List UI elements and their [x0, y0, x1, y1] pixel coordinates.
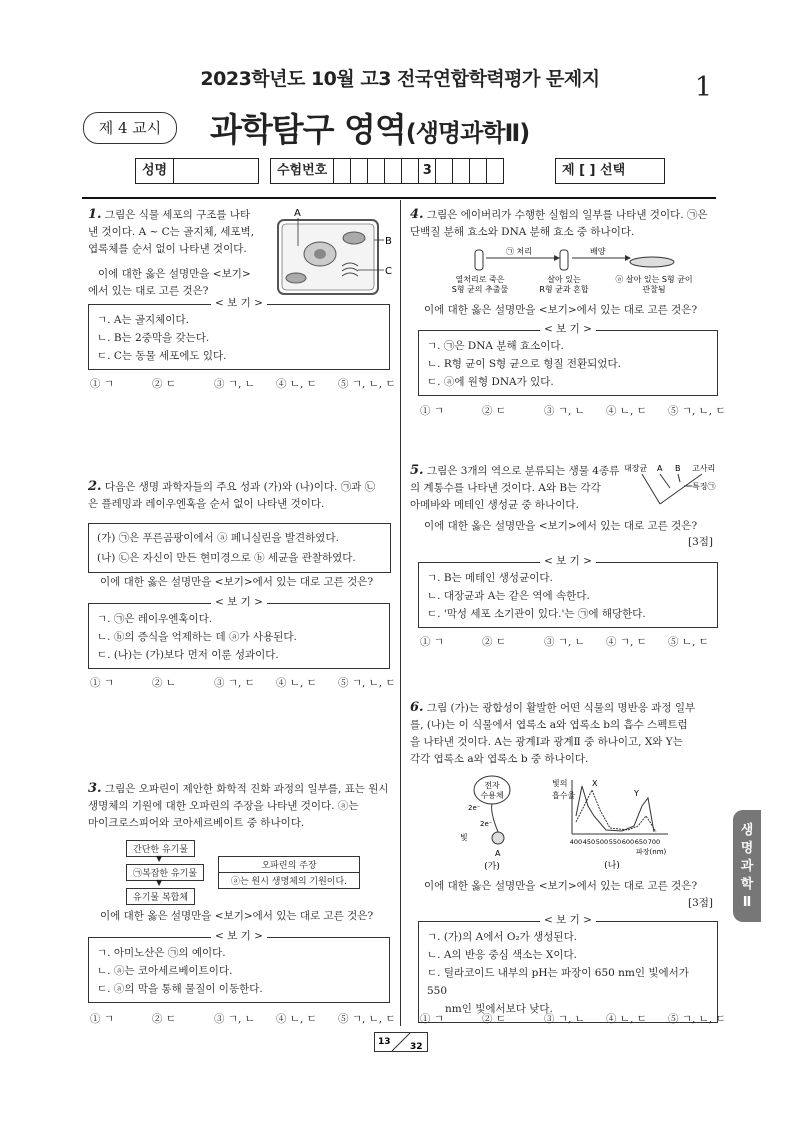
- q1-line: 에서 있는 대로 고른 것은?: [88, 285, 209, 297]
- name-field[interactable]: [174, 159, 258, 183]
- q2-option[interactable]: ⑤ ㄱ, ㄴ, ㄷ: [338, 677, 396, 689]
- q3-bogi-item: ㄱ. 아미노산은 ㉠의 예이다.: [97, 947, 226, 959]
- fig-label: 관찰됨: [642, 285, 666, 294]
- bogi-title: < 보 기 >: [211, 596, 267, 608]
- q1-option[interactable]: ④ ㄴ, ㄷ: [276, 378, 317, 390]
- q2-bogi-item: ㄴ. ⓑ의 증식을 억제하는 데 ⓐ가 사용된다.: [97, 631, 297, 643]
- q4-bogi-item: ㄱ. ㉠은 DNA 분해 효소이다.: [427, 340, 564, 352]
- q4-bogi-item: ㄴ. R형 균이 S형 균으로 형질 전환되었다.: [427, 358, 621, 370]
- side-tab-char: Ⅱ: [742, 895, 752, 910]
- period-badge: 제 4 교시: [83, 112, 177, 144]
- q6-bogi-item: ㄷ. 틸라코이드 내부의 pH는 파장이 650 nm인 빛에서가 550: [427, 967, 689, 997]
- fig-label: 2e⁻: [468, 804, 481, 812]
- q3-option[interactable]: ② ㄷ: [152, 1013, 176, 1025]
- q2-options: [90, 675, 400, 690]
- tick-label: 600: [621, 838, 635, 846]
- q5-option[interactable]: ③ ㄱ, ㄴ: [544, 636, 585, 648]
- axis-label: 파장(nm): [636, 848, 667, 856]
- q5-bogi-item: ㄱ. B는 메테인 생성균이다.: [427, 572, 553, 584]
- footer-page-box: [374, 1032, 428, 1052]
- q5-bogi-item: ㄷ. '막성 세포 소기관이 있다.'는 ㉠에 해당한다.: [427, 608, 646, 620]
- fig-label: 배양: [590, 247, 606, 256]
- side-tab-char: 명: [740, 841, 754, 856]
- q6-line: 을 나타낸 것이다. A는 광계Ⅰ과 광계Ⅱ 중 하나이고, X와 Y는: [410, 736, 683, 748]
- avery-experiment-figure: [420, 244, 720, 294]
- q3-option[interactable]: ① ㄱ: [90, 1013, 114, 1025]
- fig-label: ⓐ 살아 있는 S형 균이: [615, 275, 693, 284]
- exam-cell[interactable]: [470, 159, 487, 183]
- q3-line: 생명체의 기원에 대한 오파린의 주장을 나타낸 것이다. ⓐ는: [88, 800, 359, 812]
- fig-label: 흡수율: [552, 791, 576, 800]
- q2-option[interactable]: ③ ㄱ, ㄷ: [214, 677, 255, 689]
- q6-option[interactable]: ① ㄱ: [420, 1013, 444, 1025]
- tick-label: 450: [582, 838, 596, 846]
- q3-bogi-item: ㄷ. ⓐ의 막을 통해 물질이 이동한다.: [97, 983, 263, 995]
- table-header: 오파린의 주장: [219, 857, 359, 873]
- q1-option[interactable]: ⑤ ㄱ, ㄴ, ㄷ: [338, 378, 396, 390]
- exam-number-cells[interactable]: [334, 159, 503, 183]
- q5-points: [3점]: [688, 536, 714, 548]
- q1-option[interactable]: ② ㄷ: [152, 378, 176, 390]
- q5-option[interactable]: ⑤ ㄴ, ㄷ: [668, 636, 709, 648]
- exam-cell[interactable]: [453, 159, 470, 183]
- q2-stem: [88, 478, 393, 513]
- q3-bogi: [88, 930, 390, 1003]
- q1-line: 낸 것이다. A ~ C는 골지체, 세포벽,: [88, 226, 255, 238]
- fig-label: ㉠ 처리: [506, 247, 532, 256]
- q4-option[interactable]: ③ ㄱ, ㄴ: [544, 405, 585, 417]
- fig-label: Y: [634, 789, 639, 798]
- exam-cell[interactable]: [351, 159, 368, 183]
- label-b: B: [385, 236, 392, 247]
- q6-stem: [410, 699, 720, 768]
- q5-line: 아메바와 메테인 생성균 중 하나이다.: [410, 499, 579, 511]
- fig-caption: (나): [604, 861, 620, 870]
- q6-option[interactable]: ⑤ ㄱ, ㄴ, ㄷ: [668, 1013, 726, 1025]
- q3-question: 이에 대한 옳은 설명만을 <보기>에서 있는 대로 고른 것은?: [100, 910, 374, 922]
- tick-label: 400: [569, 838, 583, 846]
- tree-label: 고사리: [692, 464, 716, 473]
- exam-cell[interactable]: [368, 159, 385, 183]
- q4-number: 4.: [410, 207, 424, 222]
- flow-box: 유기물 복합체: [126, 888, 195, 905]
- fig-label: 빛: [460, 833, 468, 842]
- q4-option[interactable]: ⑤ ㄱ, ㄴ, ㄷ: [668, 405, 726, 417]
- q2-box-line: (나) ㉡은 자신이 만든 현미경으로 ⓑ 세균을 관찰하였다.: [97, 552, 356, 564]
- exam-cell[interactable]: [402, 159, 419, 183]
- q1-option[interactable]: ① ㄱ: [90, 378, 114, 390]
- q4-bogi: [418, 323, 718, 396]
- photosystem-figure: [440, 772, 520, 872]
- q4-option[interactable]: ② ㄷ: [482, 405, 506, 417]
- tree-label: B: [675, 464, 681, 473]
- q6-option[interactable]: ③ ㄱ, ㄴ: [544, 1013, 585, 1025]
- q5-option[interactable]: ① ㄱ: [420, 636, 444, 648]
- q1-options: [90, 376, 400, 391]
- absorption-spectrum-figure: [550, 776, 680, 870]
- q3-options: [90, 1011, 400, 1026]
- q6-line: 그림 (가)는 광합성이 활발한 어떤 식물의 명반응 과정 일부: [426, 702, 696, 714]
- fig-label: 2e⁻: [480, 820, 493, 828]
- flow-arrow: ▼: [156, 878, 163, 887]
- fig-caption: (가): [484, 862, 500, 872]
- q6-bogi-item: nm인 빛에서보다 낮다.: [445, 1003, 553, 1015]
- q2-number: 2.: [88, 479, 102, 494]
- label-a: A: [294, 208, 301, 219]
- flow-arrow: ▼: [156, 854, 163, 863]
- choice-label: 제 [ ] 선택: [562, 163, 626, 178]
- q2-question: 이에 대한 옳은 설명만을 <보기>에서 있는 대로 고른 것은?: [100, 576, 374, 588]
- fig-label: X: [592, 779, 598, 788]
- q5-option[interactable]: ④ ㄱ, ㄷ: [606, 636, 647, 648]
- fig-label: 수용체: [480, 791, 504, 800]
- tree-label: A: [657, 464, 663, 473]
- exam-cell[interactable]: [487, 159, 503, 183]
- q3-option[interactable]: ④ ㄴ, ㄷ: [276, 1013, 317, 1025]
- q4-line: 단백질 분해 효소와 DNA 분해 효소 중 하나이다.: [410, 226, 635, 238]
- q4-option[interactable]: ① ㄱ: [420, 405, 444, 417]
- q1-bogi: [88, 297, 390, 370]
- side-tab-char: 생: [740, 823, 754, 838]
- q1-bogi-item: ㄷ. C는 동물 세포에도 있다.: [97, 350, 227, 362]
- name-box: [135, 158, 259, 184]
- exam-number-label: 수험번호: [271, 159, 334, 183]
- page-number: 1: [694, 72, 712, 103]
- side-tab-char: 학: [740, 877, 754, 892]
- q6-option[interactable]: ② ㄷ: [482, 1013, 506, 1025]
- footer-total: 32: [410, 1042, 423, 1052]
- side-tab-char: 과: [740, 859, 754, 874]
- q5-line: 그림은 3개의 역으로 분류되는 생물 4종류: [426, 465, 620, 477]
- q3-bogi-item: ㄴ. ⓐ는 코아세르베이트이다.: [97, 965, 233, 977]
- q3-option[interactable]: ③ ㄱ, ㄴ: [214, 1013, 255, 1025]
- exam-cell[interactable]: [334, 159, 351, 183]
- q5-bogi-item: ㄴ. 대장균과 A는 같은 역에 속한다.: [427, 590, 590, 602]
- q3-option[interactable]: ⑤ ㄱ, ㄴ, ㄷ: [338, 1013, 396, 1025]
- q5-option[interactable]: ② ㄷ: [482, 636, 506, 648]
- q6-line: 각각 엽록소 a와 엽록소 b 중 하나이다.: [410, 753, 589, 765]
- q3-line: 마이크로스피어와 코아세르베이트 중 하나이다.: [88, 817, 305, 829]
- subject-side-tab: [733, 810, 761, 922]
- q1-number: 1.: [88, 207, 102, 222]
- q5-question: 이에 대한 옳은 설명만을 <보기>에서 있는 대로 고른 것은?: [424, 520, 698, 532]
- fig-label: S형 균의 추출물: [451, 285, 509, 294]
- fig-label: 전자: [484, 781, 500, 790]
- q5-bogi: [418, 555, 718, 628]
- q1-bogi-item: ㄱ. A는 골지체이다.: [97, 314, 189, 326]
- q3-line: 그림은 오파린이 제안한 화학적 진화 과정의 일부를, 표는 원시: [104, 783, 389, 795]
- q4-stem: [410, 206, 715, 241]
- q1-line: 엽록체를 순서 없이 나타낸 것이다.: [88, 243, 247, 255]
- tick-label: 500: [595, 838, 609, 846]
- q6-question: 이에 대한 옳은 설명만을 <보기>에서 있는 대로 고른 것은?: [424, 880, 698, 892]
- q6-bogi: [418, 914, 718, 1023]
- q2-option[interactable]: ④ ㄴ, ㄷ: [276, 677, 317, 689]
- q3-stem: [88, 780, 393, 832]
- tick-label: 700: [647, 838, 661, 846]
- bogi-title: < 보 기 >: [211, 297, 267, 309]
- q4-option[interactable]: ④ ㄴ, ㄷ: [606, 405, 647, 417]
- q6-bogi-item: ㄴ. A의 반응 중심 색소는 X이다.: [427, 949, 577, 961]
- q6-line: 를, (나)는 이 식물에서 엽록소 a와 엽록소 b의 흡수 스펙트럼: [410, 719, 688, 731]
- q4-question: 이에 대한 옳은 설명만을 <보기>에서 있는 대로 고른 것은?: [424, 304, 698, 316]
- tree-label: 대장균: [624, 464, 648, 473]
- q5-number: 5.: [410, 463, 424, 478]
- q5-stem: [410, 462, 625, 514]
- q1-bogi-item: ㄴ. B는 2중막을 갖는다.: [97, 332, 210, 344]
- header-rule: [82, 197, 716, 199]
- info-row: [0, 158, 800, 184]
- flow-box: ㉠복잡한 유기물: [126, 864, 204, 881]
- tick-label: 650: [634, 838, 648, 846]
- q4-bogi-item: ㄷ. ⓐ에 원형 DNA가 있다.: [427, 376, 554, 388]
- fig-label: R형 균과 혼합: [539, 285, 589, 294]
- exam-cell[interactable]: [436, 159, 453, 183]
- fig-label: 빛의: [552, 779, 568, 788]
- oparin-table: [218, 856, 360, 889]
- flow-box: 간단한 유기물: [126, 840, 195, 857]
- subsubject-name: (생명과학Ⅱ): [405, 119, 530, 147]
- q1-option[interactable]: ③ ㄱ, ㄴ: [214, 378, 255, 390]
- exam-title: 2023학년도 10월 고3 전국연합학력평가 문제지: [200, 68, 600, 90]
- q4-options: [420, 403, 730, 418]
- q2-option[interactable]: ① ㄱ: [90, 677, 114, 689]
- tick-label: 550: [608, 838, 622, 846]
- q3-number: 3.: [88, 781, 102, 796]
- bogi-title: < 보 기 >: [211, 930, 267, 942]
- phylogenetic-tree: [622, 460, 722, 510]
- subject-title: [210, 104, 529, 151]
- table-cell: ⓐ는 원시 생명체의 기원이다.: [230, 877, 348, 887]
- q3-figure: [88, 836, 398, 906]
- fig-label: 살아 있는: [547, 275, 581, 284]
- q2-line: 은 플레밍과 레이우엔훅을 순서 없이 나타낸 것이다.: [88, 498, 325, 510]
- q1-line: 그림은 식물 세포의 구조를 나타: [104, 209, 251, 221]
- q6-points: [3점]: [688, 897, 714, 909]
- q2-box: [88, 523, 391, 573]
- name-label: 성명: [136, 159, 174, 183]
- bogi-title: < 보 기 >: [540, 323, 596, 335]
- q5-line: 의 계통수를 나타낸 것이다. A와 B는 각각: [410, 482, 601, 494]
- plant-cell-figure: [272, 206, 400, 296]
- exam-cell[interactable]: [385, 159, 402, 183]
- label-c: C: [385, 266, 392, 277]
- fig-label: A: [495, 849, 501, 858]
- footer-page: 13: [378, 1037, 391, 1047]
- q2-bogi-item: ㄱ. ㉠은 레이우엔훅이다.: [97, 613, 213, 625]
- q2-option[interactable]: ② ㄴ: [152, 677, 176, 689]
- q4-line: 그림은 에이버리가 수행한 실험의 일부를 나타낸 것이다. ㉠은: [426, 209, 708, 221]
- q6-bogi-item: ㄱ. (가)의 A에서 O₂가 생성된다.: [427, 931, 578, 943]
- fig-label: 열처리로 죽은: [455, 275, 505, 284]
- q6-option[interactable]: ④ ㄴ, ㄷ: [606, 1013, 647, 1025]
- subject-name: 과학탐구 영역: [210, 110, 406, 149]
- q1-stem: [88, 206, 268, 300]
- exam-number-box: [270, 158, 504, 184]
- q5-options: [420, 634, 730, 649]
- q2-line: 다음은 생명 과학자들의 주요 성과 (가)와 (나)이다. ㉠과 ㉡: [104, 481, 376, 493]
- exam-cell-fixed: 3: [419, 159, 436, 183]
- q2-bogi-item: ㄷ. (나)는 (가)보다 먼저 이룬 성과이다.: [97, 649, 279, 661]
- q6-options: [420, 1011, 730, 1026]
- q2-box-line: (가) ㉠은 푸른곰팡이에서 ⓐ 페니실린을 발견하였다.: [97, 532, 339, 544]
- column-divider: [400, 200, 401, 1026]
- bogi-title: < 보 기 >: [540, 914, 596, 926]
- q2-bogi: [88, 596, 390, 669]
- q6-number: 6.: [410, 700, 424, 715]
- q1-line: 이에 대한 옳은 설명만을 <보기>: [98, 268, 251, 280]
- choice-box: [555, 158, 665, 184]
- bogi-title: < 보 기 >: [540, 555, 596, 567]
- tree-label: 특징㉠: [692, 482, 716, 491]
